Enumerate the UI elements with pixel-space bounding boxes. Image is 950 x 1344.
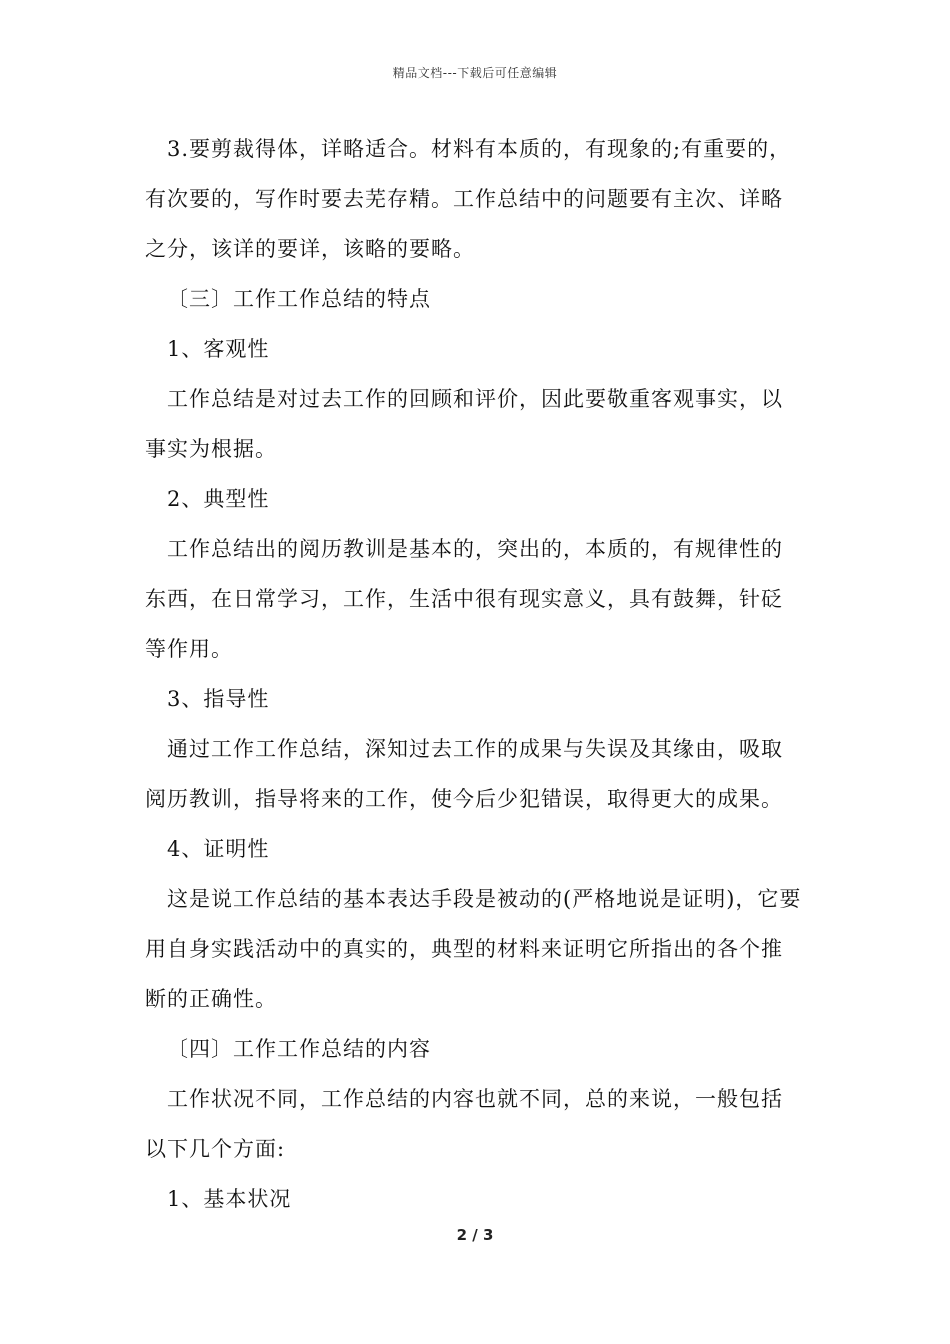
body-line: 之分，该详的要详，该略的要略。 bbox=[145, 237, 475, 261]
body-line: 事实为根据。 bbox=[145, 437, 277, 461]
body-line: 工作状况不同，工作总结的内容也就不同，总的来说，一般包括 bbox=[167, 1087, 783, 1111]
body-line: 3.要剪裁得体，详略适合。材料有本质的，有现象的;有重要的， bbox=[167, 137, 792, 161]
body-line: 东西，在日常学习，工作，生活中很有现实意义，具有鼓舞，针砭 bbox=[145, 587, 783, 611]
subheading: 1、客观性 bbox=[167, 337, 270, 361]
section-heading: 〔三〕工作工作总结的特点 bbox=[167, 287, 431, 311]
page-header: 精品文档---下载后可任意编辑 bbox=[392, 66, 558, 80]
body-line: 用自身实践活动中的真实的，典型的材料来证明它所指出的各个推 bbox=[145, 937, 783, 961]
body-line: 通过工作工作总结，深知过去工作的成果与失误及其缘由，吸取 bbox=[167, 737, 783, 761]
body-line: 以下几个方面: bbox=[145, 1137, 286, 1161]
body-line: 工作总结出的阅历教训是基本的，突出的，本质的，有规律性的 bbox=[167, 537, 783, 561]
document-body bbox=[145, 124, 810, 1224]
body-line: 这是说工作总结的基本表达手段是被动的(严格地说是证明)，它要 bbox=[167, 887, 802, 911]
body-line: 等作用。 bbox=[145, 637, 233, 661]
body-line: 断的正确性。 bbox=[145, 987, 277, 1011]
body-line: 阅历教训，指导将来的工作，使今后少犯错误，取得更大的成果。 bbox=[145, 787, 783, 811]
subheading: 3、指导性 bbox=[167, 687, 270, 711]
subheading: 4、证明性 bbox=[167, 837, 270, 861]
section-heading: 〔四〕工作工作总结的内容 bbox=[167, 1037, 431, 1061]
page-number: 2 / 3 bbox=[456, 1226, 494, 1244]
subheading: 2、典型性 bbox=[167, 487, 270, 511]
body-line: 工作总结是对过去工作的回顾和评价，因此要敬重客观事实，以 bbox=[167, 387, 783, 411]
subheading: 1、基本状况 bbox=[167, 1187, 292, 1211]
body-line: 有次要的，写作时要去芜存精。工作总结中的问题要有主次、详略 bbox=[145, 187, 783, 211]
